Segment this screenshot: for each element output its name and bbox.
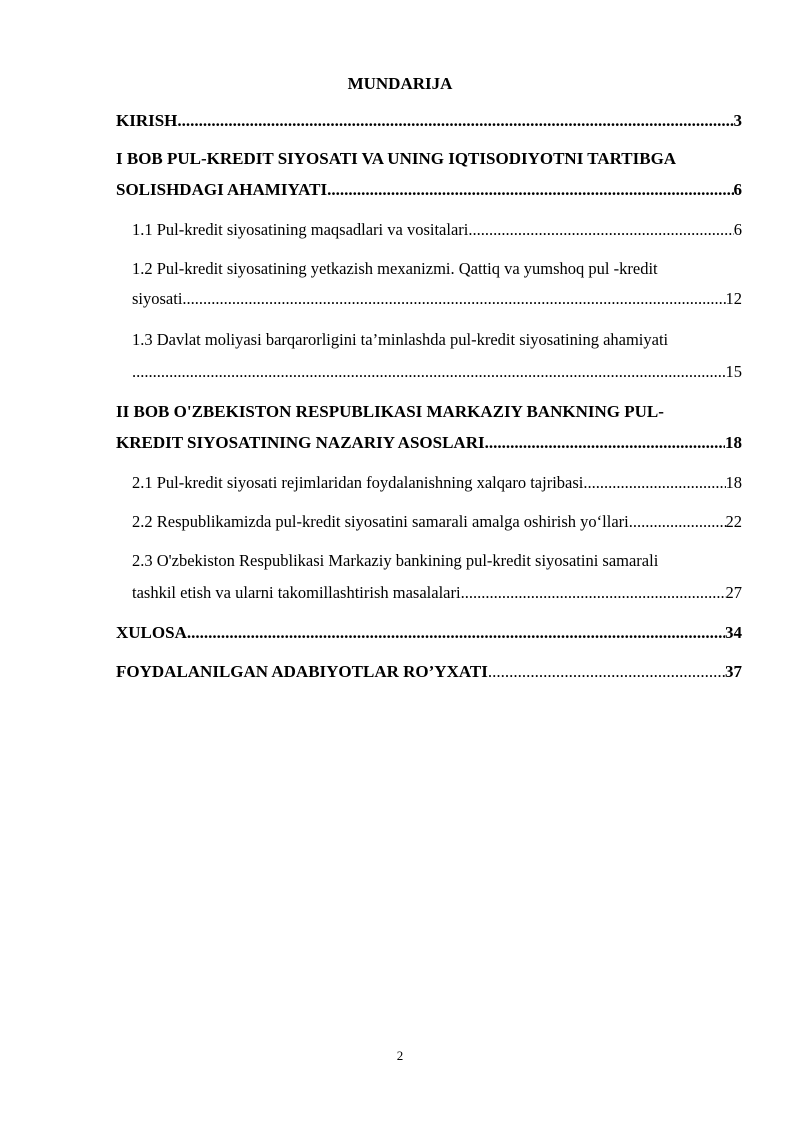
toc-entry-label: 1.1 Pul-kredit siyosatining maqsadlari va vositalari	[132, 220, 469, 239]
dot-leader	[132, 361, 726, 383]
toc-entry-label: KIRISH	[116, 111, 178, 130]
dot-leader	[182, 288, 725, 310]
toc-page-number: 3	[733, 111, 742, 130]
toc-page-number: 22	[725, 512, 742, 531]
toc-page-number: 18	[725, 473, 742, 492]
toc-entry-section-2-1[interactable]	[132, 472, 742, 494]
toc-entry-section-2-3[interactable]	[132, 582, 742, 604]
toc-page-number: 18	[725, 433, 742, 452]
toc-page-number: 34	[725, 623, 742, 642]
toc-page-number: 37	[725, 662, 742, 681]
page-number: 2	[396, 1048, 404, 1063]
toc-page-number: 12	[725, 289, 742, 308]
toc-entry-label: 2.2 Respublikamizda pul-kredit siyosatini samarali amalga oshirish yo‘llari	[132, 512, 629, 531]
toc-page-number: 27	[725, 583, 742, 602]
dot-leader	[468, 219, 733, 241]
toc-section-2-3-title-line1[interactable]: 2.3 O'zbekiston Respublikasi Markaziy bankining pul-kredit siyosatini samarali	[132, 551, 659, 570]
dot-leader	[461, 582, 726, 604]
toc-entry-conclusion[interactable]	[116, 622, 742, 644]
dot-leader	[488, 661, 725, 683]
toc-entry-section-1-3[interactable]	[132, 361, 742, 383]
toc-entry-references[interactable]	[116, 661, 742, 683]
dot-leader	[327, 179, 733, 201]
toc-page-number: 15	[725, 362, 742, 381]
toc-entry-label: 2.1 Pul-kredit siyosati rejimlaridan foydalanishning xalqaro tajribasi	[132, 473, 584, 492]
toc-entry-intro[interactable]	[116, 110, 742, 132]
toc-entry-section-1-2[interactable]	[132, 288, 742, 310]
toc-entry-section-2-2[interactable]	[132, 511, 742, 533]
toc-entry-label: KREDIT SIYOSATINING NAZARIY ASOSLARI	[116, 433, 485, 452]
toc-entry-label: SOLISHDAGI AHAMIYATI	[116, 180, 328, 199]
toc-entry-label: FOYDALANILGAN ADABIYOTLAR RO’YXATI	[116, 662, 488, 681]
toc-entry-chapter-1[interactable]	[116, 179, 742, 201]
toc-section-1-3-title-line1[interactable]: 1.3 Davlat moliyasi barqarorligini ta’minlashda pul-kredit siyosatining ahamiyati	[132, 330, 669, 349]
toc-page-number: 6	[733, 180, 742, 199]
toc-chapter-2-title-line1[interactable]: II BOB O'ZBEKISTON RESPUBLIKASI MARKAZIY BANKNING PUL-	[116, 402, 664, 421]
toc-entry-label: XULOSA	[116, 623, 187, 642]
dot-leader	[485, 432, 725, 454]
toc-entry-chapter-2[interactable]	[116, 432, 742, 454]
dot-leader	[583, 472, 725, 494]
toc-entry-section-1-1[interactable]	[132, 219, 742, 241]
dot-leader	[187, 622, 725, 644]
toc-entry-label: tashkil etish va ularni takomillashtirish masalalari	[132, 583, 461, 602]
toc-page-number: 6	[733, 220, 742, 239]
page-title: MUNDARIJA	[347, 74, 453, 93]
toc-section-1-2-title-line1[interactable]: 1.2 Pul-kredit siyosatining yetkazish mexanizmi. Qattiq va yumshoq pul -kredit	[132, 259, 658, 278]
dot-leader	[177, 110, 733, 132]
toc-chapter-1-title-line1[interactable]: I BOB PUL-KREDIT SIYOSATI VA UNING IQTISODIYOTNI TARTIBGA	[116, 149, 677, 168]
toc-entry-label: siyosati	[132, 289, 183, 308]
dot-leader	[629, 511, 726, 533]
